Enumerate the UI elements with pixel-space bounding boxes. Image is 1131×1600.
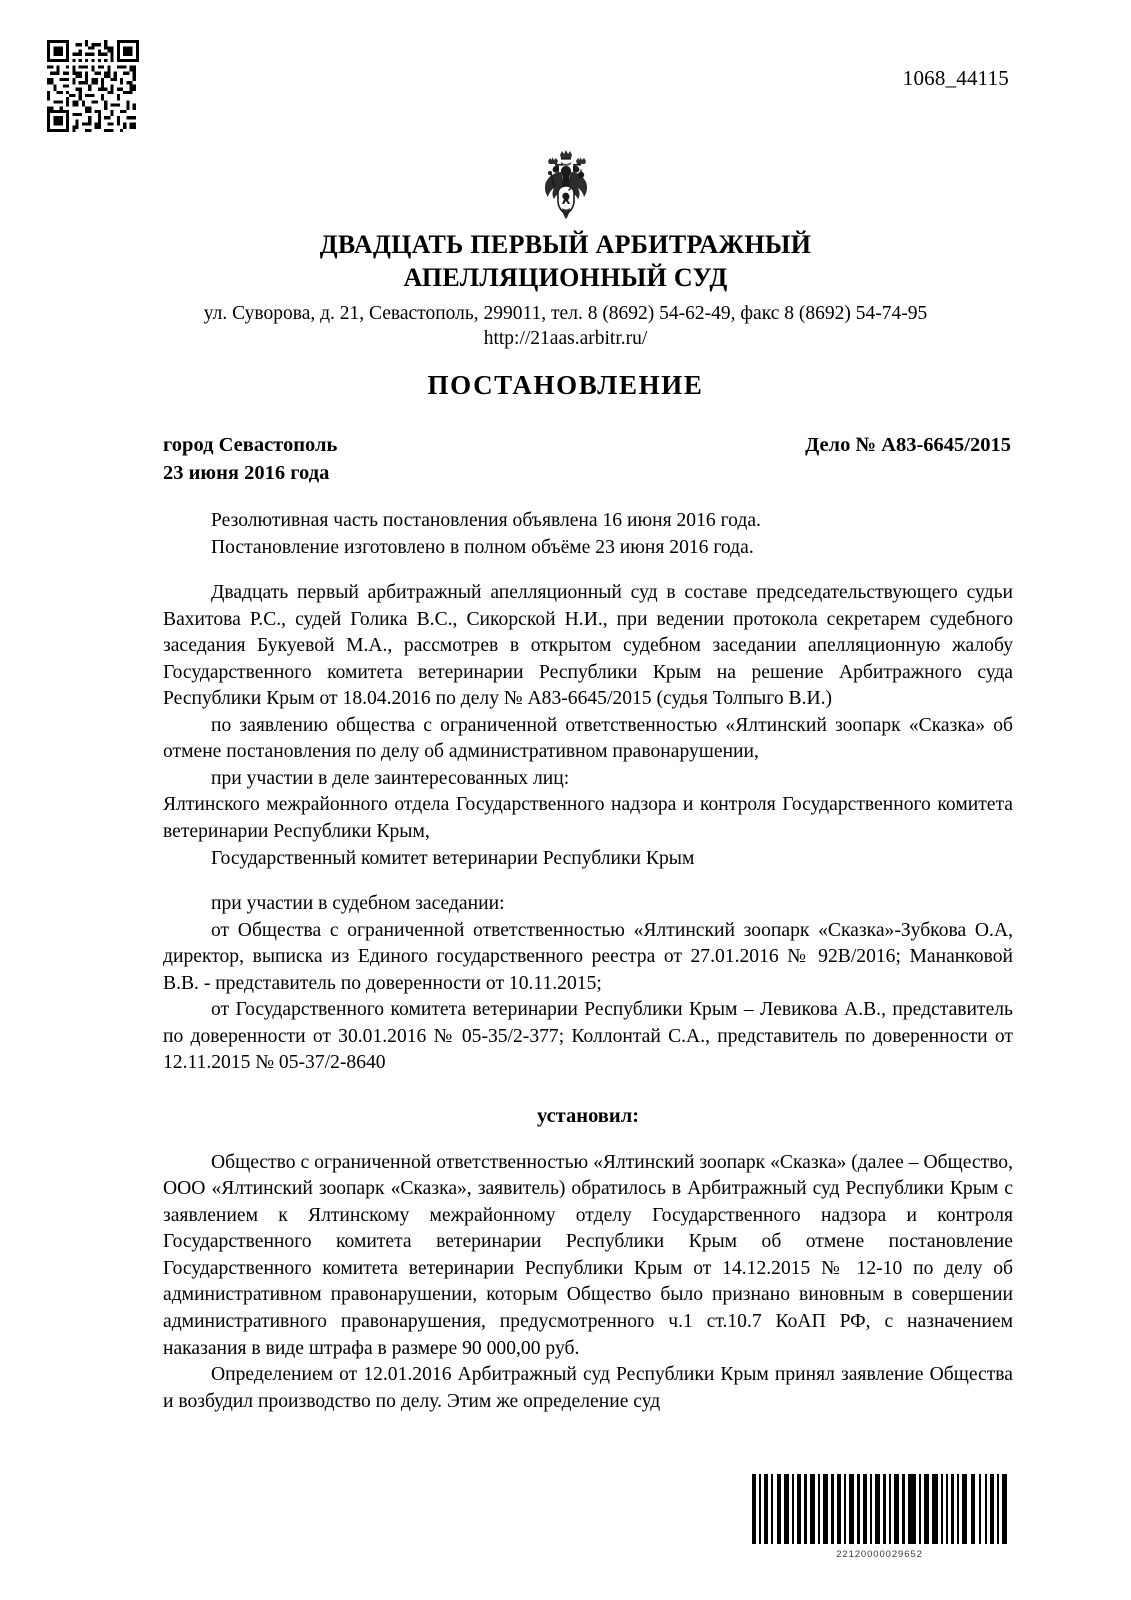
- russian-coat-of-arms-icon: [535, 148, 597, 224]
- interested-person-1: Ялтинского межрайонного отдела Государственного надзора и контроля Государственного комитета ветеринарии Республики Крым,: [163, 794, 1013, 843]
- barcode-container: [748, 1472, 1011, 1560]
- court-address: ул. Суворова, д. 21, Севастополь, 299011, тел. 8 (8692) 54-62-49, факс 8 (8692) 54-74-95: [203, 302, 928, 324]
- barcode-icon: [748, 1472, 1011, 1546]
- participants-label: при участии в судебном заседании:: [211, 893, 505, 915]
- document-body: [163, 508, 1013, 1415]
- city-label: город Севастополь: [163, 434, 338, 456]
- document-code: 1068_44115: [902, 66, 1009, 90]
- document-meta: [163, 432, 1011, 487]
- document-header-row: [0, 36, 1131, 146]
- full-text-made-line: Постановление изготовлено в полном объёме 23 июня 2016 года.: [211, 536, 754, 558]
- barcode-number: 22120000029652: [836, 1549, 923, 1560]
- interested-person-2: Государственный комитет ветеринарии Республики Крым: [211, 847, 695, 869]
- resolution-announced-line: Резолютивная часть постановления объявлена 16 июня 2016 года.: [211, 510, 761, 531]
- participant-2: от Государственного комитета ветеринарии Республики Крым – Левикова А.В., представитель по доверенности от 30.01.2016 № 05-35/2-377; Коллонтай С.А., представитель по доверенности от 12.11.2015 № 05-37/2-8640: [163, 999, 1013, 1074]
- court-website-url[interactable]: http://21aas.arbitr.ru/: [483, 328, 648, 350]
- document-date: 23 июня 2016 года: [163, 461, 330, 484]
- interested-persons-label: при участии в деле заинтересованных лиц:: [211, 767, 570, 789]
- application-paragraph: по заявлению общества с ограниченной ответственностью «Ялтинский зоопарк «Сказка» об отмене постановления по делу об административном правонарушении,: [163, 714, 1013, 763]
- page-title: ПОСТАНОВЛЕНИЕ: [427, 370, 704, 400]
- qr-code-icon: [47, 40, 139, 132]
- court-composition-paragraph: Двадцать первый арбитражный апелляционный суд в составе председательствующего судьи Вахитова Р.С., судей Голика В.С., Сикорской Н.И., при ведении протокола секретарем судебного заседания Букуевой М.А., рассмотрев в открытом судебном заседании апелляционную жалобу Государственного комитета ветеринарии Республики Крым на решение Арбитражного суда Республики Крым от 18.04.2016 по делу № А83-6645/2015 (судья Толпыго В.И.): [163, 582, 1013, 710]
- court-heading: [0, 228, 1131, 352]
- participant-1: от Общества с ограниченной ответственностью «Ялтинский зоопарк «Сказка»-Зубкова О.А, директор, выписка из Единого государственного реестра от 27.01.2016 № 92В/2016; Мананковой В.В. - представитель по доверенности от 10.11.2015;: [163, 919, 1013, 994]
- court-name-line-2: АПЕЛЛЯЦИОННЫЙ СУД: [403, 263, 728, 293]
- body-paragraph-1: Общество с ограниченной ответственностью «Ялтинский зоопарк «Сказка» (далее – Общество, ООО «Ялтинский зоопарк «Сказка», заявитель) обратилось в Арбитражный суд Республики Крым с заявлением к Ялтинскому межрайонному отделу Государственного надзора и контроля Государственного комитета ветеринарии Республики Крым об отмене постановление Государственного комитета ветеринарии Республики Крым от 14.12.2015 № 12-10 по делу об административном правонарушении, которым Общество было признано виновным в совершении административного правонарушения, предусмотренного ч.1 ст.10.7 КоАП РФ, с назначением наказания в виде штрафа в размере 90 000,00 руб.: [163, 1151, 1013, 1359]
- body-paragraph-2: Определением от 12.01.2016 Арбитражный суд Республики Крым принял заявление Общества и возбудил производство по делу. Этим же определение суд: [163, 1364, 1013, 1412]
- case-number: Дело № А83-6645/2015: [805, 434, 1011, 456]
- established-heading: установил:: [536, 1104, 640, 1127]
- emblem-container: [0, 148, 1131, 228]
- court-name-line-1: ДВАДЦАТЬ ПЕРВЫЙ АРБИТРАЖНЫЙ: [319, 230, 812, 259]
- court-name: [0, 228, 1131, 295]
